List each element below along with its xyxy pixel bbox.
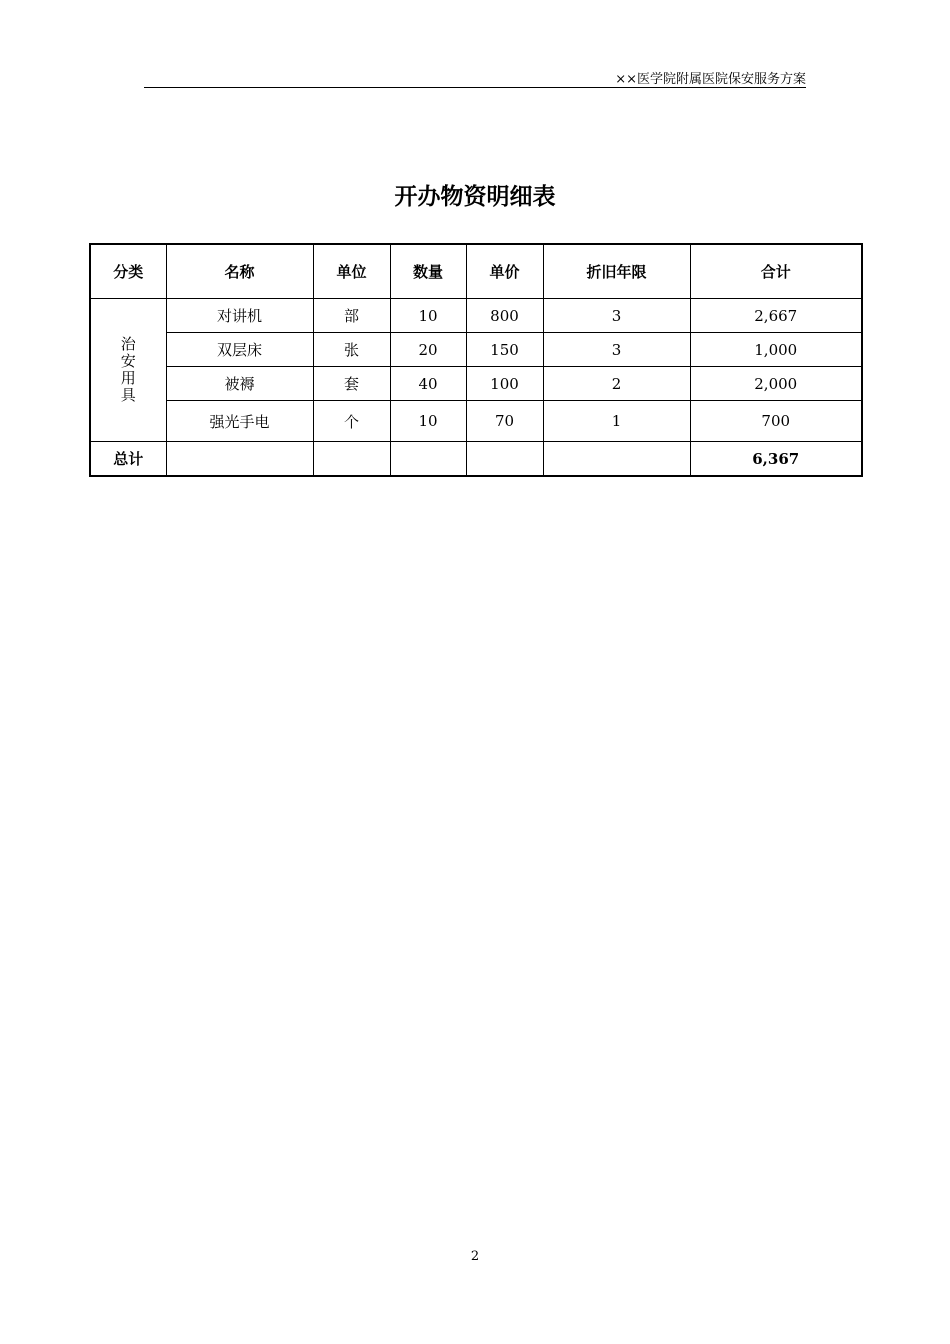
category-char: 治 bbox=[120, 335, 136, 353]
item-name: 双层床 bbox=[166, 333, 313, 367]
total-label: 总计 bbox=[90, 442, 166, 477]
empty-cell bbox=[166, 442, 313, 477]
item-price: 100 bbox=[466, 367, 543, 401]
table-header-row bbox=[90, 244, 862, 299]
item-years: 3 bbox=[543, 333, 690, 367]
column-header-quantity: 数量 bbox=[390, 244, 466, 299]
column-header-depreciation-years: 折旧年限 bbox=[543, 244, 690, 299]
category-char: 用 bbox=[120, 369, 136, 387]
item-quantity: 10 bbox=[390, 401, 466, 442]
item-years: 1 bbox=[543, 401, 690, 442]
column-header-name: 名称 bbox=[166, 244, 313, 299]
grand-total-value: 6,367 bbox=[690, 442, 862, 477]
column-header-category: 分类 bbox=[90, 244, 166, 299]
column-header-unit-price: 单价 bbox=[466, 244, 543, 299]
item-years: 3 bbox=[543, 299, 690, 333]
category-cell bbox=[90, 299, 166, 442]
column-header-unit: 单位 bbox=[313, 244, 390, 299]
supplies-table bbox=[89, 243, 863, 477]
item-price: 800 bbox=[466, 299, 543, 333]
item-quantity: 20 bbox=[390, 333, 466, 367]
item-price: 70 bbox=[466, 401, 543, 442]
table-row bbox=[90, 299, 862, 333]
item-unit: 部 bbox=[313, 299, 390, 333]
empty-cell bbox=[313, 442, 390, 477]
table-row bbox=[90, 367, 862, 401]
empty-cell bbox=[543, 442, 690, 477]
item-total: 2,000 bbox=[690, 367, 862, 401]
category-char: 具 bbox=[120, 386, 136, 404]
category-char: 安 bbox=[120, 352, 136, 370]
table-row bbox=[90, 333, 862, 367]
item-unit: 张 bbox=[313, 333, 390, 367]
item-unit: 套 bbox=[313, 367, 390, 401]
header-divider bbox=[144, 87, 806, 88]
item-name: 被褥 bbox=[166, 367, 313, 401]
column-header-total: 合计 bbox=[690, 244, 862, 299]
item-total: 2,667 bbox=[690, 299, 862, 333]
item-name: 强光手电 bbox=[166, 401, 313, 442]
page-number: 2 bbox=[470, 1249, 480, 1264]
empty-cell bbox=[466, 442, 543, 477]
table-row bbox=[90, 401, 862, 442]
item-total: 1,000 bbox=[690, 333, 862, 367]
item-unit: 个 bbox=[313, 401, 390, 442]
item-name: 对讲机 bbox=[166, 299, 313, 333]
item-quantity: 10 bbox=[390, 299, 466, 333]
item-total: 700 bbox=[690, 401, 862, 442]
document-title: 开办物资明细表 bbox=[394, 184, 556, 210]
item-price: 150 bbox=[466, 333, 543, 367]
empty-cell bbox=[390, 442, 466, 477]
page-header-title: ××医学院附属医院保安服务方案 bbox=[615, 72, 806, 87]
item-years: 2 bbox=[543, 367, 690, 401]
total-row bbox=[90, 442, 862, 477]
item-quantity: 40 bbox=[390, 367, 466, 401]
